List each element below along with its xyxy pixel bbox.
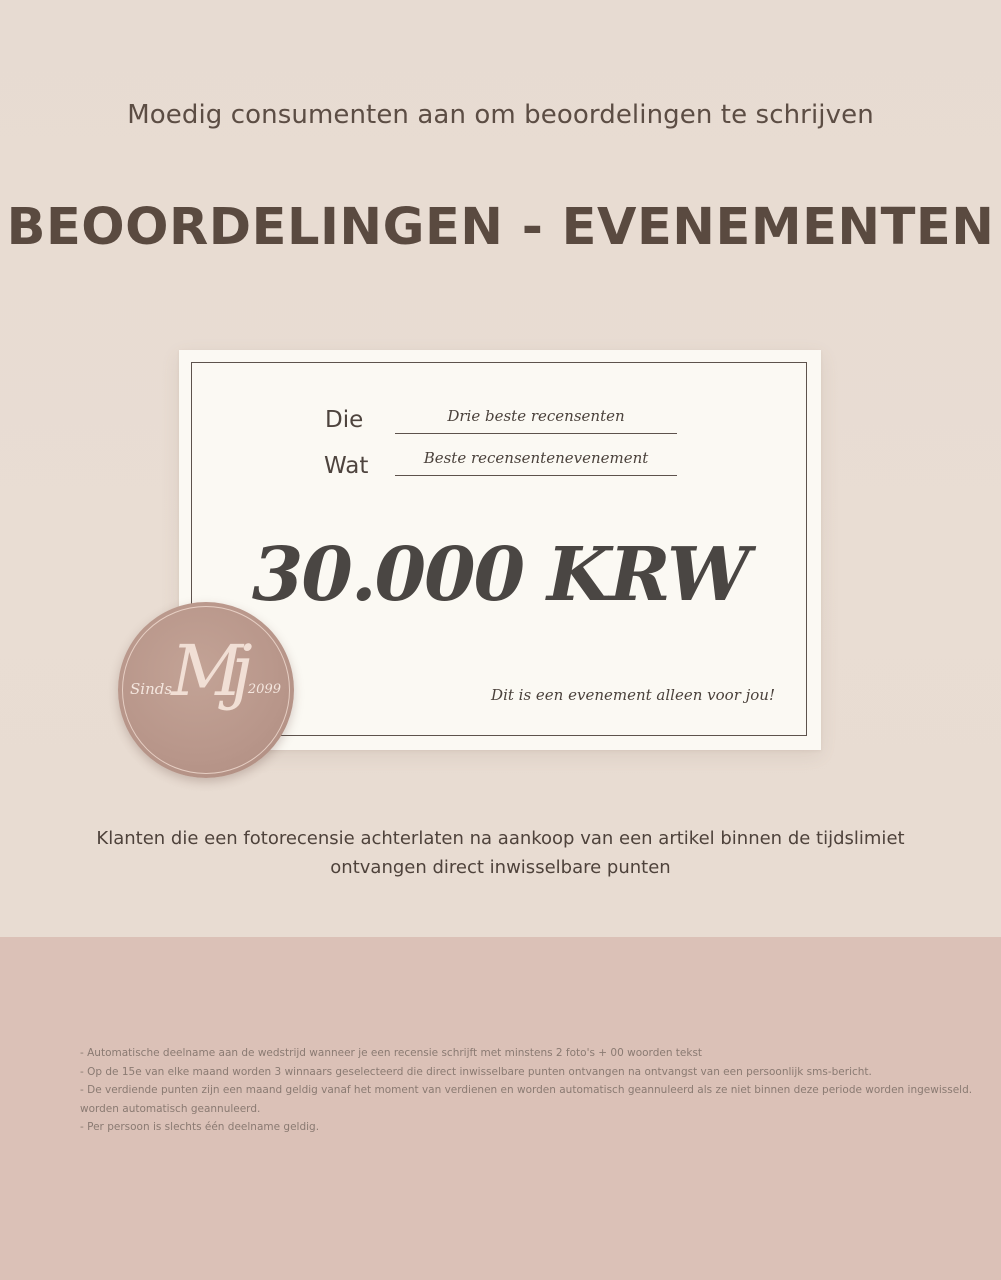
notes-section xyxy=(0,937,1001,1280)
note-item: - De verdiende punten zijn een maand geldig vanaf het moment van verdienen en worden automatisch geannuleerd als ze niet binnen deze periode worden ingewisseld. xyxy=(80,1084,973,1096)
seal-year-text: 2099 xyxy=(247,682,281,697)
note-item: - Automatische deelname aan de wedstrijd wanneer je een recensie schrijft met minstens 2 foto's + 00 woorden tekst xyxy=(80,1047,703,1059)
seal-monogram: Mj xyxy=(171,630,241,712)
note-item: worden automatisch geannuleerd. xyxy=(80,1102,261,1115)
description-line-1: Klanten die een fotorecensie achterlaten na aankoop van een artikel binnen de tijdslimiet xyxy=(96,828,905,849)
seal-since-text: Sinds xyxy=(130,680,173,698)
who-label: Die xyxy=(325,407,364,433)
notes-list xyxy=(80,1044,973,1137)
brand-seal xyxy=(118,602,294,778)
note-item: - Per persoon is slechts één deelname geldig. xyxy=(80,1121,320,1133)
voucher-tagline: Dit is een evenement alleen voor jou! xyxy=(491,686,775,704)
what-label: Wat xyxy=(324,453,369,479)
what-value: Beste recensentenevenement xyxy=(395,449,677,476)
voucher-amount: 30.000 KRW xyxy=(251,532,749,618)
page-title: BEOORDELINGEN - EVENEMENTEN xyxy=(6,198,995,257)
description-line-2: ontvangen direct inwisselbare punten xyxy=(330,857,671,878)
page-subtitle: Moedig consumenten aan om beoordelingen te schrijven xyxy=(127,100,874,130)
event-description xyxy=(0,824,1001,882)
note-item: - Op de 15e van elke maand worden 3 winnaars geselecteerd die direct inwisselbare punten ontvangen na ontvangst van een persoonlijk sms-bericht. xyxy=(80,1065,872,1078)
who-value: Drie beste recensenten xyxy=(395,407,677,434)
